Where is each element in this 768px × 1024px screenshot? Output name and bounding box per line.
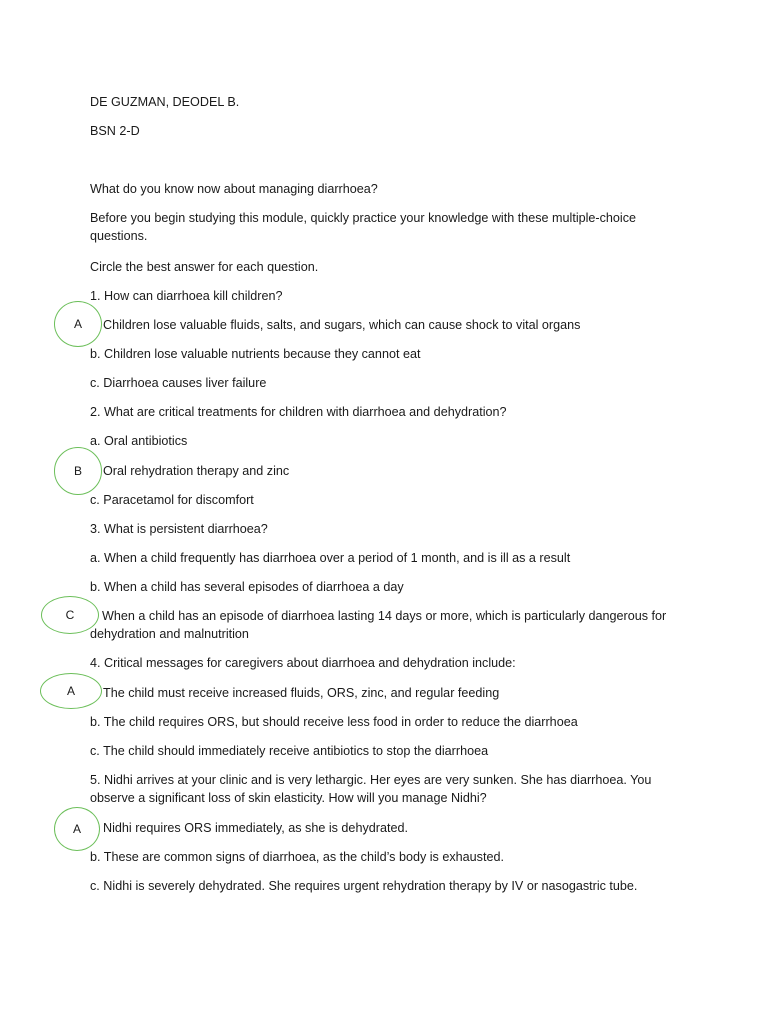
question-3: 3. What is persistent diarrhoea?	[90, 522, 268, 536]
q2-option-b: Oral rehydration therapy and zinc	[103, 464, 290, 478]
question-5: 5. Nidhi arrives at your clinic and is very lethargic. Her eyes are very sunken. She has diarrhoea. You observe a significant loss of skin elasticity. How will you manage Nidhi?	[90, 773, 652, 805]
answer-circle-5: A	[54, 807, 100, 851]
student-name: DE GUZMAN, DEODEL B.	[90, 95, 240, 109]
answer-circle-1: A	[54, 301, 102, 347]
q5-option-c: c. Nidhi is severely dehydrated. She requires urgent rehydration therapy by IV or nasogastric tube.	[90, 879, 638, 893]
q3-option-a: a. When a child frequently has diarrhoea over a period of 1 month, and is ill as a result	[90, 551, 571, 565]
q2-option-c: c. Paracetamol for discomfort	[90, 493, 254, 507]
question-2: 2. What are critical treatments for children with diarrhoea and dehydration?	[90, 405, 507, 419]
question-4: 4. Critical messages for caregivers about diarrhoea and dehydration include:	[90, 656, 516, 670]
q1-option-a: Children lose valuable fluids, salts, and sugars, which can cause shock to vital organs	[103, 318, 581, 332]
q1-option-c: c. Diarrhoea causes liver failure	[90, 376, 267, 390]
answer-circle-2: B	[54, 447, 102, 495]
q5-option-b: b. These are common signs of diarrhoea, as the child’s body is exhausted.	[90, 850, 504, 864]
q4-option-a: The child must receive increased fluids, ORS, zinc, and regular feeding	[103, 686, 500, 700]
answer-circle-4: A	[40, 673, 102, 709]
q5-option-a: Nidhi requires ORS immediately, as she is dehydrated.	[103, 821, 408, 835]
q4-option-c: c. The child should immediately receive antibiotics to stop the diarrhoea	[90, 744, 489, 758]
student-section: BSN 2-D	[90, 124, 140, 138]
q1-option-b: b. Children lose valuable nutrients because they cannot eat	[90, 347, 421, 361]
q3-option-b: b. When a child has several episodes of diarrhoea a day	[90, 580, 404, 594]
answer-circle-3: C	[41, 596, 99, 634]
q4-option-b: b. The child requires ORS, but should receive less food in order to reduce the diarrhoea	[90, 715, 578, 729]
q3-option-c: When a child has an episode of diarrhoea lasting 14 days or more, which is particularly dangerous for dehydration and malnutrition	[90, 609, 667, 641]
q2-option-a: a. Oral antibiotics	[90, 434, 188, 448]
intro-instructions: Before you begin studying this module, quickly practice your knowledge with these multiple-choice questions.	[90, 211, 637, 243]
intro-question: What do you know now about managing diarrhoea?	[90, 182, 378, 196]
intro-directive: Circle the best answer for each question.	[90, 260, 319, 274]
question-1: 1. How can diarrhoea kill children?	[90, 289, 283, 303]
